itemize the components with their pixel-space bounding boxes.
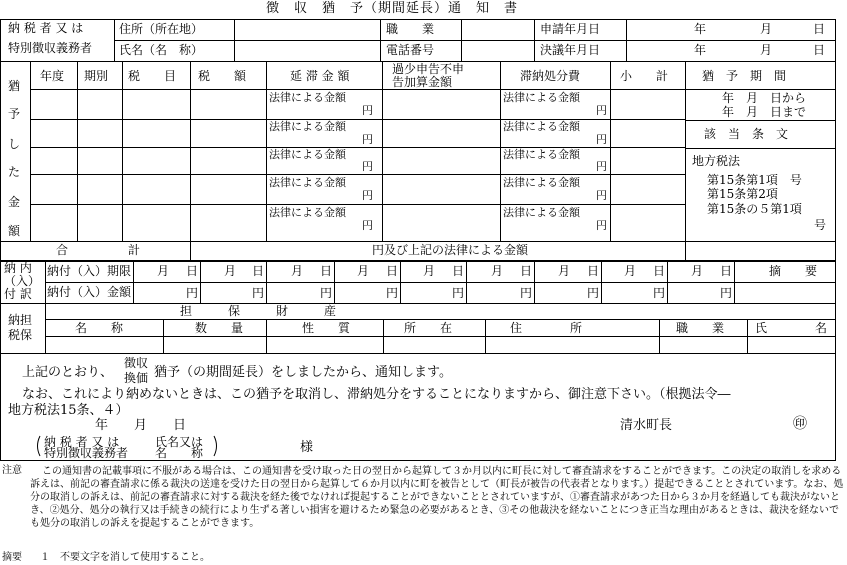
amount-7-yen: 円 — [587, 286, 600, 300]
deadline-9-day: 日 — [720, 264, 733, 278]
col-delinquency: 延 滞 金 額 — [290, 69, 350, 83]
col-grace-period: 猶 予 期 間 — [702, 69, 787, 83]
decision-year: 年 — [694, 43, 707, 57]
deadline-6-day: 日 — [520, 264, 533, 278]
deadline-2-month: 月 — [224, 264, 237, 278]
deadline-9-month: 月 — [691, 264, 704, 278]
collateral-side-2: 税保 — [8, 328, 33, 342]
deadline-8-month: 月 — [624, 264, 637, 278]
collateral-side-1: 納担 — [8, 313, 33, 327]
addressee-2: 特別徴収義務者 — [44, 446, 129, 460]
col-subtotal: 小 計 — [620, 69, 669, 83]
period-from: 年 月 日から — [722, 91, 807, 105]
total-label: 合 計 — [56, 243, 141, 257]
amount-3-yen: 円 — [320, 286, 333, 300]
addressee-name-1: 氏名又は — [155, 435, 204, 449]
amount-4-yen: 円 — [386, 286, 399, 300]
decision-day: 日 — [813, 43, 826, 57]
taxpayer-label-1: 納 税 者 又 は — [8, 21, 84, 35]
collateral-col-nature: 性 質 — [302, 321, 351, 335]
honorific: 様 — [300, 440, 314, 455]
collateral-col-name: 名 称 — [75, 321, 124, 335]
legal-amount-disposal-4: 法律による金額 — [503, 176, 580, 189]
col-tax-item: 税 目 — [128, 69, 177, 83]
decision-month: 月 — [760, 43, 773, 57]
legal-amount-disposal-1: 法律による金額 — [503, 91, 580, 104]
yen-disposal-2: 円 — [596, 133, 607, 146]
deadline-3-day: 日 — [320, 264, 333, 278]
payment-side-1: 納 内 — [4, 261, 32, 275]
yen-disposal-4: 円 — [596, 189, 607, 202]
total-text: 円及び上記の法律による金額 — [372, 243, 529, 257]
amount-8-yen: 円 — [653, 286, 666, 300]
apply-day: 日 — [813, 22, 826, 36]
deadline-4-month: 月 — [357, 264, 370, 278]
yen-disposal-1: 円 — [596, 104, 607, 117]
mayor-name: 清水町長 — [620, 418, 673, 433]
legal-amount-delinq-2: 法律による金額 — [269, 120, 346, 133]
yen-delinq-3: 円 — [362, 160, 373, 173]
legal-amount-delinq-3: 法律による金額 — [269, 148, 346, 161]
body-line1-post: 猶予（の期間延長）をしましたから、通知します。 — [154, 365, 452, 380]
yen-delinq-2: 円 — [362, 133, 373, 146]
article-15-5-1-item: 号 — [814, 218, 827, 232]
notice-date: 年 月 日 — [95, 418, 187, 433]
legal-amount-delinq-1: 法律による金額 — [269, 91, 346, 104]
article-15-1: 第15条第1項 号 — [707, 173, 802, 187]
taxpayer-label-2: 特別徴収義務者 — [8, 41, 93, 55]
legal-amount-disposal-5: 法律による金額 — [503, 206, 580, 219]
side-char-3: し — [8, 137, 21, 151]
side-char-1: 猶 — [8, 79, 21, 93]
apply-date-label: 申請年月日 — [540, 22, 601, 36]
col-additional-1: 過少申告不申 — [392, 62, 465, 76]
collateral-col-location: 所 在 — [404, 321, 453, 335]
col-year: 年度 — [40, 69, 65, 83]
deadline-7-month: 月 — [558, 264, 571, 278]
yen-delinq-1: 円 — [362, 104, 373, 117]
deadline-8-day: 日 — [653, 264, 666, 278]
addressee-name-2: 名 称 — [155, 446, 204, 460]
legal-amount-disposal-2: 法律による金額 — [503, 120, 580, 133]
body-stack-bottom: 換価 — [124, 371, 149, 385]
yen-disposal-3: 円 — [596, 160, 607, 173]
document-title: 徴 収 猶 予（期間延長）通 知 書 — [266, 1, 519, 16]
deadline-1-day: 日 — [186, 264, 199, 278]
payment-side-2: （入） — [4, 274, 41, 288]
name-label: 氏名（名 称） — [119, 43, 204, 57]
remarks-label: 摘 要 — [769, 264, 818, 278]
side-char-4: た — [8, 165, 21, 179]
amount-9-yen: 円 — [720, 286, 733, 300]
period-to: 年 月 日まで — [722, 105, 807, 119]
applicable-article-label: 該 当 条 文 — [704, 127, 789, 141]
body-line1-pre: 上記のとおり、 — [22, 365, 114, 380]
article-15-5-1: 第15条の５第1項 — [707, 202, 802, 216]
col-period: 期別 — [84, 69, 109, 83]
collateral-col-occupation: 職 業 — [676, 321, 725, 335]
decision-date-label: 決議年月日 — [540, 43, 601, 57]
addressee-1: 納 税 者 又 は — [44, 435, 120, 449]
yen-delinq-4: 円 — [362, 189, 373, 202]
side-char-6: 額 — [8, 224, 21, 238]
amount-5-yen: 円 — [452, 286, 465, 300]
notes-label: 注意 — [2, 465, 22, 476]
body-line3: 地方税法15条、４） — [8, 403, 129, 418]
deadline-4-day: 日 — [386, 264, 399, 278]
deadline-3-month: 月 — [291, 264, 304, 278]
yen-disposal-5: 円 — [596, 219, 607, 232]
legal-amount-delinq-4: 法律による金額 — [269, 176, 346, 189]
col-additional-2: 告加算金額 — [392, 75, 453, 89]
collateral-col-owner-name: 氏 名 — [755, 321, 828, 335]
apply-month: 月 — [760, 22, 773, 36]
notes-text: この通知書の記載事項に不服がある場合は、この通知書を受け取った日の翌日から起算して３か月以内に町長に対して審査請求をすることができます。この決定の取消しを求める訴えは、前記の審査請求に係る裁決の送達を受けた日の翌日から起算して６か月以内に町を被告として（町長が被告の代表者となります。）提起できることとされています。なお、処分の取消しの訴えは、前記の審査請求に対する裁決を経た後でなければ提起することができないこととされていますが、①審査請求があつた日から３か月を経過しても裁決がないとき、②処分、処分の執行又は手続きの続行により生ずる著しい損害を避けるため緊急の必要があるとき、③その他裁決を経ないことにつき正当な理由があるときは、裁決を経ないでも処分の取消しの訴えを提起することができます。 — [30, 466, 844, 529]
amount-2-yen: 円 — [252, 286, 265, 300]
amount-6-yen: 円 — [520, 286, 533, 300]
seal-mark: ㊞ — [793, 416, 807, 432]
address-label: 住所（所在地） — [119, 22, 204, 36]
yen-delinq-5: 円 — [362, 219, 373, 232]
side-char-2: 予 — [8, 107, 21, 121]
amount-1-yen: 円 — [186, 286, 199, 300]
remark-text: １ 不要文字を消して使用すること。 — [40, 552, 210, 563]
body-line2: なお、これにより納めないときは、この猶予を取消し、滞納処分をすることになりますから、御注意下さい。（根拠法令― — [22, 387, 731, 402]
legal-amount-delinq-5: 法律による金額 — [269, 206, 346, 219]
amount-label: 納付（入）金額 — [47, 285, 132, 299]
article-15-2: 第15条第2項 — [707, 187, 778, 201]
body-stack-top: 徴収 — [124, 356, 149, 370]
collateral-col-address: 住 所 — [510, 321, 583, 335]
deadline-6-month: 月 — [491, 264, 504, 278]
deadline-label: 納付（入）期限 — [47, 264, 132, 278]
local-tax-law: 地方税法 — [692, 154, 741, 168]
side-char-5: 金 — [8, 195, 21, 209]
remark-label: 摘要 — [2, 552, 22, 563]
deadline-2-day: 日 — [252, 264, 265, 278]
collateral-col-quantity: 数 量 — [195, 321, 244, 335]
col-tax-amount: 税 額 — [198, 69, 247, 83]
deadline-5-month: 月 — [423, 264, 436, 278]
payment-side-3: 付 訳 — [4, 287, 32, 301]
legal-amount-disposal-3: 法律による金額 — [503, 148, 580, 161]
col-disposal-cost: 滞納処分費 — [520, 69, 581, 83]
apply-year: 年 — [694, 22, 707, 36]
collateral-title: 担 保 財 産 — [180, 304, 337, 318]
phone-label: 電話番号 — [386, 43, 435, 57]
occupation-label: 職 業 — [386, 22, 435, 36]
deadline-7-day: 日 — [587, 264, 600, 278]
deadline-1-month: 月 — [157, 264, 170, 278]
deadline-5-day: 日 — [452, 264, 465, 278]
